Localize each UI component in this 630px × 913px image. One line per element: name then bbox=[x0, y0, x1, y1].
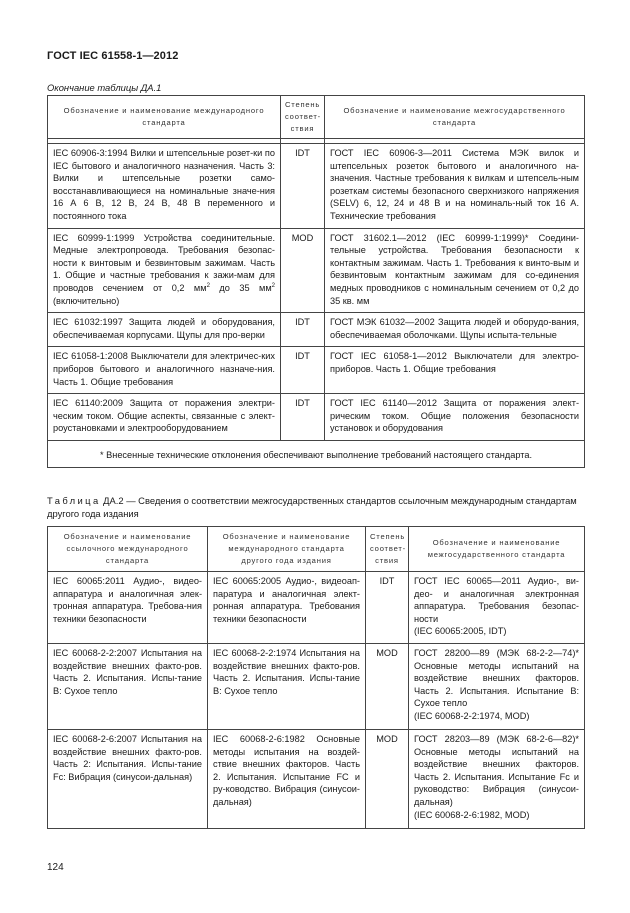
table2-caption-label: Таблица bbox=[47, 495, 101, 506]
column-header-other-year: Обозначение и наименование международного стандарта другого года издания bbox=[208, 527, 366, 572]
international-standard-cell: IEC 61032:1997 Защита людей и оборудования, обеспечиваемая корпусами. Щупы для про-верки bbox=[48, 313, 281, 347]
degree-cell: IDT bbox=[281, 347, 325, 394]
table1-caption: Окончание таблицы ДА.1 bbox=[47, 82, 162, 93]
column-header-interstate: Обозначение и наименование межгосударственного стандарта bbox=[325, 96, 585, 139]
table-da2 bbox=[47, 526, 585, 829]
table-row bbox=[48, 347, 585, 394]
column-header-interstate: Обозначение и наименование межгосударственного стандарта bbox=[409, 527, 585, 572]
interstate-standard-cell: ГОСТ МЭК 61032—2002 Защита людей и оборудо-вания, обеспечиваемая оболочками. Щупы испыта-тельные bbox=[325, 313, 585, 347]
other-year-standard-cell: IEC 60068-2-2:1974 Испытания на воздействие внешних факто-ров. Часть 2. Испытания. Испы-тание В: Сухое тепло bbox=[208, 643, 366, 729]
table-row bbox=[48, 643, 585, 729]
international-standard-cell: IEC 61058-1:2008 Выключатели для электричес-ких приборов бытового и аналогичного назначе-ния. Часть 1. Общие требования bbox=[48, 347, 281, 394]
column-header-international: Обозначение и наименование международного стандарта bbox=[48, 96, 281, 139]
interstate-standard-cell: ГОСТ IEC 61058-1—2012 Выключатели для электро-приборов. Часть 1. Общие требования bbox=[325, 347, 585, 394]
table-row bbox=[48, 228, 585, 313]
reference-standard-cell: IEC 60068-2-2:2007 Испытания на воздействие внешних факто-ров. Часть 2. Испытания. Испы-тание В: Сухое тепло bbox=[48, 643, 208, 729]
table-row bbox=[48, 394, 585, 441]
interstate-standard-cell: ГОСТ 31602.1—2012 (IEC 60999-1:1999)* Соедини-тельные устройства. Требования безопасности к контактным зажимам. Часть 1. Требования к винто-вым и безвинтовым контактным зажимам для со-единения медных проводников с номинальным сечением от 0,2 до 35 кв. мм bbox=[325, 228, 585, 313]
reference-standard-cell: IEC 60065:2011 Аудио-, видео-аппаратура и аналогичная элек-тронная аппаратура. Требова-ния техники безопасности bbox=[48, 572, 208, 644]
column-header-degree: Степень соответ-ствия bbox=[366, 527, 409, 572]
degree-cell: MOD bbox=[366, 643, 409, 729]
text-part: (включительно) bbox=[53, 295, 120, 306]
superscript: 2 bbox=[206, 282, 210, 289]
table-row bbox=[48, 313, 585, 347]
degree-cell: IDT bbox=[281, 144, 325, 229]
column-header-degree: Степень соответ-ствия bbox=[281, 96, 325, 139]
international-standard-cell: IEC 61140:2009 Защита от поражения электри-ческим током. Общие аспекты, связанные с элект-роустановками и электрооборудованием bbox=[48, 394, 281, 441]
interstate-standard-cell: ГОСТ IEC 60906-3—2011 Система МЭК вилок и штепсельных розеток бытового и аналогичного на-значения. Частные требования к вилкам и штепсель-ным розеткам системы безопасного сверхнизкого напряжения (SELV) 6, 12, 24 и 48 В и на номиналь-ный ток 16 А. Технические требования bbox=[325, 144, 585, 229]
table2-caption bbox=[47, 494, 584, 520]
international-standard-cell bbox=[48, 228, 281, 313]
interstate-standard-cell: ГОСТ 28200—89 (МЭК 68-2-2—74)* Основные методы испытаний на воздействие внешних факторов. Часть 2. Испытания. Испытание В: Сухое тепло (IEC 60068-2-2:1974, MOD) bbox=[409, 643, 585, 729]
interstate-standard-cell: ГОСТ IEC 61140—2012 Защита от поражения элект-рическим током. Общие положения безопасности установок и оборудования bbox=[325, 394, 585, 441]
degree-cell: IDT bbox=[281, 394, 325, 441]
document-header: ГОСТ IEC 61558-1—2012 bbox=[47, 50, 179, 62]
table-row bbox=[48, 729, 585, 828]
table2-caption-text: ДА.2 — Сведения о соответствии межгосударственных стандартов ссылочным международным стандартам другого года издания bbox=[47, 495, 577, 519]
text-part: до 35 мм bbox=[209, 282, 272, 293]
column-header-reference: Обозначение и наименование ссылочного международного стандарта bbox=[48, 527, 208, 572]
other-year-standard-cell: IEC 60065:2005 Аудио-, видеоап-паратура и аналогичная элект-ронная аппаратура. Требования техники безопасности bbox=[208, 572, 366, 644]
table-header-row bbox=[48, 96, 585, 139]
international-standard-cell: IEC 60906-3:1994 Вилки и штепсельные розет-ки по IEC бытового и аналогичного назначения. Часть 3: Вилки и штепсельные розетки само-восстанавливающиеся на номинальные значе-ния 16 А 6 В, 12 В, 24 В, 48 В переменного и постоянного тока bbox=[48, 144, 281, 229]
degree-cell: MOD bbox=[281, 228, 325, 313]
table-row bbox=[48, 144, 585, 229]
page-number: 124 bbox=[47, 862, 64, 873]
interstate-standard-cell: ГОСТ IEC 60065—2011 Аудио-, ви-део- и аналогичная электронная аппаратура. Требования безопас-ности (IEC 60065:2005, IDT) bbox=[409, 572, 585, 644]
table-da1 bbox=[47, 95, 585, 468]
other-year-standard-cell: IEC 60068-2-6:1982 Основные методы испытания на воздей-ствие внешних факторов. Часть 2. Испытания. Испытание FC и ру-ководство. Вибрация (синусои-дальная) bbox=[208, 729, 366, 828]
degree-cell: IDT bbox=[366, 572, 409, 644]
superscript: 2 bbox=[271, 282, 276, 289]
table-header-row bbox=[48, 527, 585, 572]
text-part: IEC 60999-1:1999 Устройства соединительные. Медные электропровода. Требования безопас-ности к винтовым и безвинтовым зажимам. Часть 1. Общие и частные требования к зажи-мам для проводов сечением от 0,2 мм bbox=[53, 232, 275, 293]
degree-cell: IDT bbox=[281, 313, 325, 347]
interstate-standard-cell: ГОСТ 28203—89 (МЭК 68-2-6—82)* Основные методы испытаний на воздействие внешних факторов. Часть 2. Испытания. Испытание Fc и руководство: Вибрация (синусои-дальная) (IEC 60068-2-6:1982, MOD) bbox=[409, 729, 585, 828]
footnote-row bbox=[48, 440, 585, 468]
degree-cell: MOD bbox=[366, 729, 409, 828]
table-row bbox=[48, 572, 585, 644]
reference-standard-cell: IEC 60068-2-6:2007 Испытания на воздействие внешних факто-ров. Часть 2: Испытания. Испы-тание Fc: Вибрация (синусои-дальная) bbox=[48, 729, 208, 828]
table-footnote: * Внесенные технические отклонения обеспечивают выполнение требований настоящего стандарта. bbox=[48, 440, 585, 468]
